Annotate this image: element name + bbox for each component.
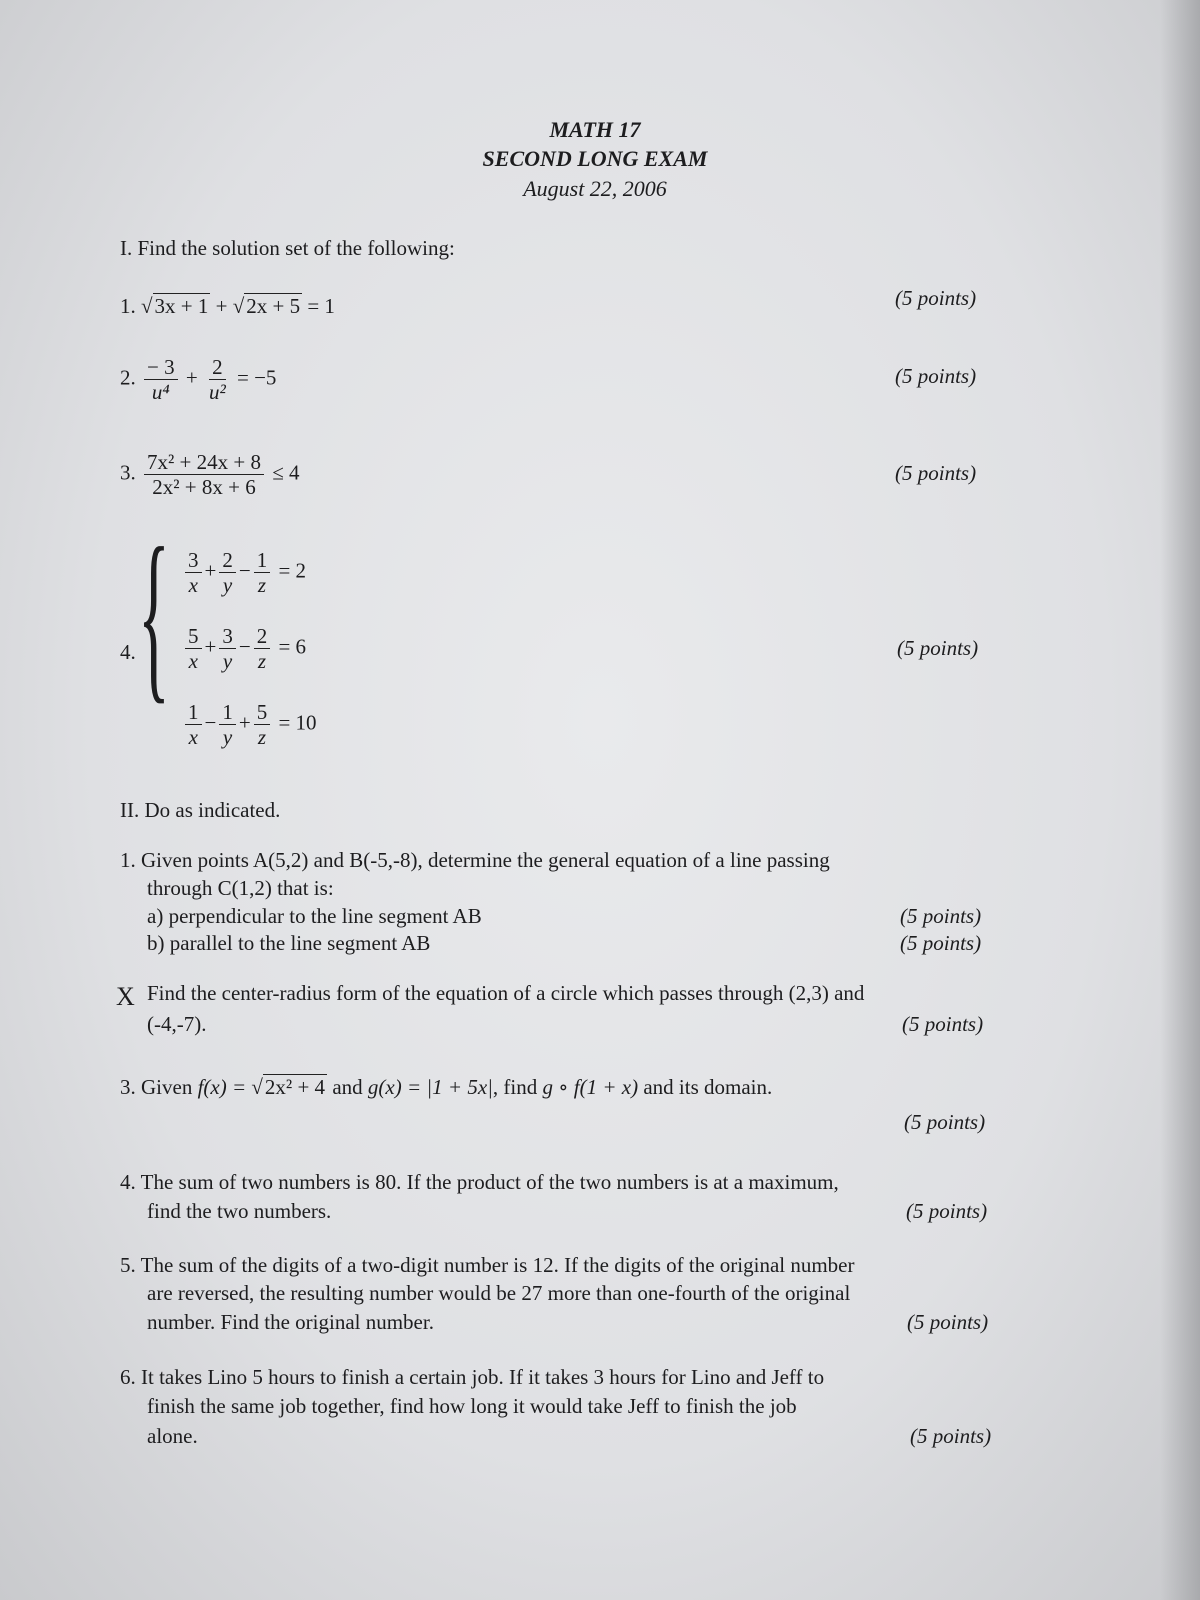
problem-2-5-line2: are reversed, the resulting number would be 27 more than one-fourth of the original xyxy=(147,1281,851,1305)
points-label: (5 points) xyxy=(904,1110,986,1134)
problem-2-1-line1: 1. Given points A(5,2) and B(-5,-8), determine the general equation of a line passing xyxy=(120,848,830,872)
problem-2-2-line2: (-4,-7). xyxy=(147,1012,207,1036)
points-label: (5 points) xyxy=(902,1012,984,1036)
problem-2-1-b: b) parallel to the line segment AB xyxy=(147,931,431,955)
system-equation-2: $\frac{5}{x}$ + $\frac{3}{y}$ − $\frac{2}{z}$ = 6 xyxy=(182,624,306,673)
problem-2-4-line2: find the two numbers. xyxy=(147,1199,332,1223)
paper-edge-shadow xyxy=(1160,0,1200,1600)
part2-heading: II. Do as indicated. xyxy=(120,798,281,822)
problem-2-6-line3: alone. xyxy=(147,1424,198,1448)
problem-2-1-a: a) perpendicular to the line segment AB xyxy=(147,904,482,928)
problem-2-6-line2: finish the same job together, find how long it would take Jeff to finish the job xyxy=(147,1394,797,1418)
problem-1-2: 2. $\frac{- 3}{\text{u⁴}}$ + $\frac{2}{\text{u²}}$ = −5 xyxy=(120,355,277,405)
problem-2-5-line3: number. Find the original number. xyxy=(147,1310,434,1334)
problem-number: 4. xyxy=(120,640,136,664)
part1-heading: I. Find the solution set of the following: xyxy=(120,236,455,260)
points-label: (5 points) xyxy=(895,461,977,485)
system-equation-3: $\frac{1}{x}$ − $\frac{1}{y}$ + $\frac{5}{z}$ = 10 xyxy=(182,700,317,749)
system-brace: { xyxy=(138,510,170,720)
problem-2-5-line1: 5. The sum of the digits of a two-digit number is 12. If the digits of the original number xyxy=(120,1253,855,1277)
problem-2-1-line2: through C(1,2) that is: xyxy=(147,876,334,900)
problem-1-3: 3. $\frac{\text{7x² + 24x + 8}}{\text{2x² + 8x + 6}}$ ≤ 4 xyxy=(120,450,300,500)
problem-2-6-line1: 6. It takes Lino 5 hours to finish a certain job. If it takes 3 hours for Lino and Jeff to xyxy=(120,1365,825,1389)
points-label: (5 points) xyxy=(897,636,979,660)
system-equation-1: $\frac{3}{x}$ + $\frac{2}{y}$ − $\frac{1}{z}$ = 2 xyxy=(182,548,306,597)
exam-date: August 22, 2006 xyxy=(523,176,667,201)
points-label: (5 points) xyxy=(895,286,977,310)
handwritten-cross-mark: X xyxy=(116,982,135,1011)
course-title: MATH 17 xyxy=(549,117,641,142)
points-label: (5 points) xyxy=(910,1424,992,1448)
problem-1-1: 1. √3x + 1 + √2x + 5 = 1 xyxy=(120,294,335,318)
points-label: (5 points) xyxy=(907,1310,989,1334)
exam-title: SECOND LONG EXAM xyxy=(482,146,708,171)
problem-2-4-line1: 4. The sum of two numbers is 80. If the product of the two numbers is at a maximum, xyxy=(120,1170,839,1194)
points-label: (5 points) xyxy=(900,904,982,928)
problem-2-3: 3. Given f(x) = √2x² + 4 and g(x) = |1 + 5x|, find g ∘ f(1 + x) and its domain. xyxy=(120,1075,773,1099)
points-label: (5 points) xyxy=(895,364,977,388)
points-label: (5 points) xyxy=(906,1199,988,1223)
problem-2-2-line1: Find the center-radius form of the equation of a circle which passes through (2,3) and xyxy=(147,981,865,1005)
points-label: (5 points) xyxy=(900,931,982,955)
